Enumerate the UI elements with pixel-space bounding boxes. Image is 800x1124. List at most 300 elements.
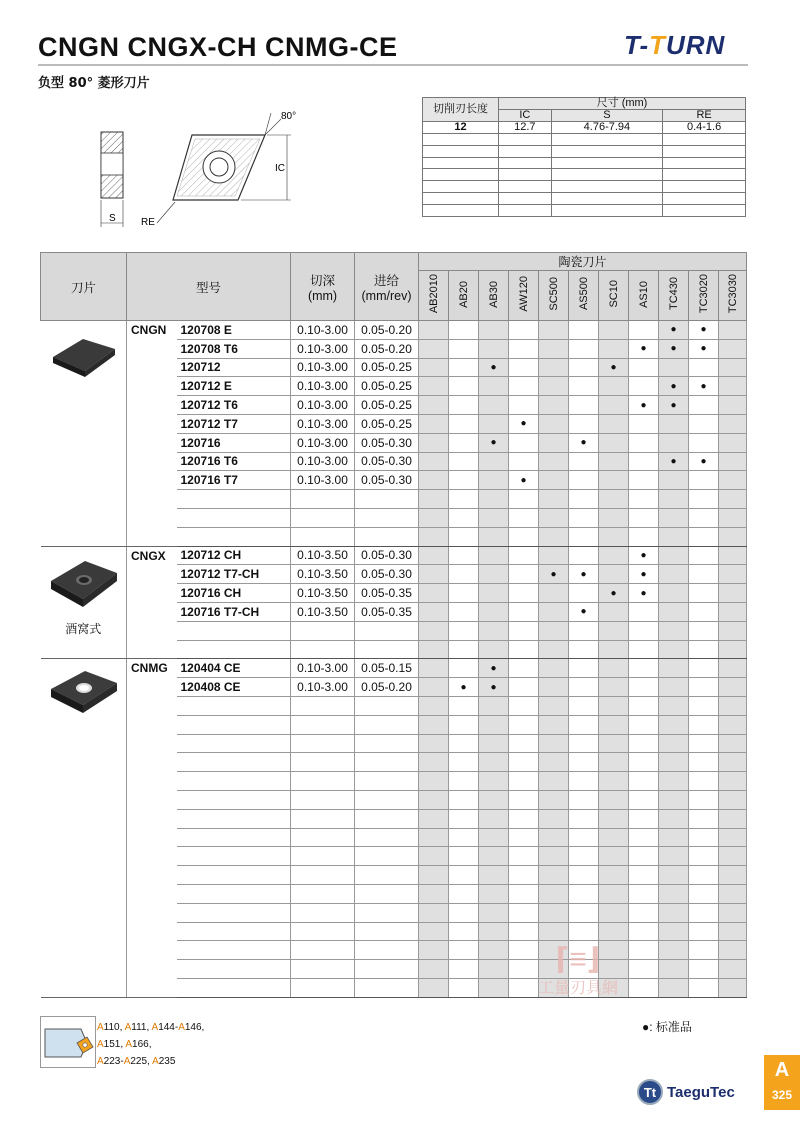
ref-segment: 223- — [103, 1056, 124, 1067]
feed-cell: 0.05-0.35 — [355, 602, 419, 621]
grade-cell — [449, 377, 479, 396]
grade-cell — [629, 903, 659, 922]
grade-cell — [419, 602, 449, 621]
cell-ic: 12.7 — [499, 122, 552, 134]
grade-cell — [629, 321, 659, 340]
grade-cell — [659, 960, 689, 979]
table-row — [41, 321, 747, 340]
grade-cell — [599, 546, 629, 565]
grade-cell — [479, 490, 509, 509]
grade-cell — [569, 321, 599, 340]
grade-cell — [659, 734, 689, 753]
model-cell — [177, 490, 291, 509]
grade-cell — [689, 772, 719, 791]
grade-cell — [449, 358, 479, 377]
depth-cell: 0.10-3.00 — [291, 321, 355, 340]
feed-cell — [355, 640, 419, 659]
grade-cell — [629, 602, 659, 621]
grade-cell — [509, 640, 539, 659]
grade-cell — [659, 527, 689, 546]
grade-cell — [479, 377, 509, 396]
depth-cell — [291, 508, 355, 527]
model-cell: 120712 CH — [177, 546, 291, 565]
grade-cell — [719, 922, 747, 941]
grade-cell — [659, 772, 689, 791]
page-subtitle: 负型 80° 菱形刀片 — [38, 76, 150, 91]
grade-cell — [599, 452, 629, 471]
depth-cell: 0.10-3.50 — [291, 584, 355, 603]
standard-dot-icon: ● — [640, 549, 647, 561]
col-cutting-length: 切削刃长度 — [423, 98, 499, 122]
grade-cell — [599, 565, 629, 584]
grade-cell — [539, 678, 569, 697]
grade-cell — [539, 866, 569, 885]
model-cell: 120404 CE — [177, 659, 291, 678]
cell-s: 4.76-7.94 — [551, 122, 663, 134]
grade-cell — [479, 884, 509, 903]
grade-label: SC500 — [547, 277, 560, 311]
model-cell — [177, 847, 291, 866]
depth-cell — [291, 621, 355, 640]
grade-cell — [569, 584, 599, 603]
model-cell — [177, 508, 291, 527]
col-dimensions: 尺寸 (mm) — [499, 98, 746, 110]
standard-dot-icon: ● — [460, 681, 467, 693]
dimension-table — [422, 97, 746, 217]
grade-cell — [659, 602, 689, 621]
depth-cell: 0.10-3.50 — [291, 546, 355, 565]
grade-cell — [629, 527, 659, 546]
insert-image-cell — [41, 659, 127, 997]
grade-cell — [449, 396, 479, 415]
grade-cell — [449, 471, 479, 490]
ic-label: IC — [275, 163, 285, 174]
grade-cell — [689, 471, 719, 490]
col-insert: 刀片 — [41, 253, 127, 321]
depth-unit: (mm) — [307, 288, 338, 303]
grade-cell — [419, 339, 449, 358]
ref-segment: A — [123, 1056, 131, 1067]
grade-cell — [539, 584, 569, 603]
grade-cell — [689, 809, 719, 828]
feed-cell: 0.05-0.20 — [355, 678, 419, 697]
grade-cell — [629, 790, 659, 809]
feed-cell: 0.05-0.35 — [355, 584, 419, 603]
grade-cell — [479, 696, 509, 715]
grade-label: TC3020 — [697, 274, 710, 314]
grade-cell — [689, 678, 719, 697]
grade-cell — [509, 960, 539, 979]
standard-dot-icon: ● — [490, 662, 497, 674]
feed-cell — [355, 922, 419, 941]
col-s: S — [551, 110, 663, 122]
grade-cell — [629, 866, 659, 885]
grade-cell — [599, 584, 629, 603]
grade-cell — [479, 960, 509, 979]
grade-cell — [719, 471, 747, 490]
standard-dot-icon: ● — [640, 399, 647, 411]
grade-cell — [569, 884, 599, 903]
col-feed — [355, 253, 419, 321]
feed-cell: 0.05-0.25 — [355, 377, 419, 396]
grade-cell — [509, 866, 539, 885]
ref-segment: A — [125, 1039, 133, 1050]
standard-dot-icon: ● — [670, 455, 677, 467]
grade-cell — [569, 490, 599, 509]
grade-cell — [599, 490, 629, 509]
grade-cell — [449, 978, 479, 997]
ref-segment: 110, — [103, 1022, 125, 1033]
grade-cell — [419, 565, 449, 584]
grade-cell — [569, 809, 599, 828]
model-cell: 120716 T7 — [177, 471, 291, 490]
grade-cell — [419, 377, 449, 396]
grade-label: AW120 — [517, 276, 530, 312]
grade-cell — [659, 584, 689, 603]
grade-cell — [449, 903, 479, 922]
grade-header — [569, 271, 599, 321]
grade-header — [479, 271, 509, 321]
grade-cell — [689, 452, 719, 471]
depth-cell — [291, 903, 355, 922]
grade-cell — [599, 621, 629, 640]
model-cell — [177, 941, 291, 960]
cnmg-insert-image — [45, 663, 121, 723]
grade-cell — [509, 621, 539, 640]
grade-cell — [719, 809, 747, 828]
grade-cell — [539, 696, 569, 715]
grade-cell — [569, 734, 599, 753]
grade-cell — [479, 659, 509, 678]
grade-cell — [539, 621, 569, 640]
grade-cell — [719, 527, 747, 546]
standard-dot-icon: ● — [640, 568, 647, 580]
grade-cell — [599, 527, 629, 546]
model-cell: 120712 — [177, 358, 291, 377]
grade-cell — [659, 621, 689, 640]
grade-cell — [569, 452, 599, 471]
grade-cell — [509, 696, 539, 715]
grade-label: AS10 — [637, 280, 650, 308]
grade-cell — [719, 847, 747, 866]
model-cell — [177, 809, 291, 828]
grade-cell — [629, 809, 659, 828]
legend-standard: ●: 标准品 — [642, 1020, 692, 1034]
grade-cell — [509, 565, 539, 584]
depth-label: 切深 — [310, 273, 336, 288]
feed-cell — [355, 941, 419, 960]
depth-cell — [291, 734, 355, 753]
grade-cell — [629, 433, 659, 452]
grade-cell — [689, 621, 719, 640]
grade-cell — [629, 922, 659, 941]
grade-cell — [419, 753, 449, 772]
insert-caption: 酒窝式 — [65, 621, 102, 636]
model-cell — [177, 978, 291, 997]
grade-cell — [569, 546, 599, 565]
grade-cell — [509, 678, 539, 697]
grade-cell — [569, 903, 599, 922]
grade-cell — [479, 715, 509, 734]
grade-cell — [539, 847, 569, 866]
standard-dot-icon: ● — [670, 343, 677, 355]
standard-dot-icon: ● — [610, 587, 617, 599]
feed-cell — [355, 960, 419, 979]
grade-cell — [449, 715, 479, 734]
grade-cell — [479, 790, 509, 809]
grade-cell — [689, 941, 719, 960]
ref-line-1 — [97, 1019, 204, 1036]
grade-cell — [419, 414, 449, 433]
grade-cell — [689, 602, 719, 621]
ref-segment: A — [97, 1039, 104, 1050]
grade-cell — [539, 527, 569, 546]
standard-dot-icon: ● — [490, 361, 497, 373]
grade-cell — [569, 659, 599, 678]
grade-cell — [689, 734, 719, 753]
grade-cell — [419, 734, 449, 753]
model-cell — [177, 715, 291, 734]
grade-cell — [689, 922, 719, 941]
grade-cell — [569, 377, 599, 396]
grade-cell — [659, 396, 689, 415]
grade-header — [509, 271, 539, 321]
col-model: 型号 — [127, 253, 291, 321]
grade-cell — [449, 508, 479, 527]
depth-cell — [291, 941, 355, 960]
grade-cell — [509, 659, 539, 678]
grade-cell — [719, 696, 747, 715]
cngx-insert-image — [45, 551, 121, 615]
feed-cell: 0.05-0.30 — [355, 433, 419, 452]
grade-cell — [719, 584, 747, 603]
grade-cell — [719, 358, 747, 377]
grade-cell — [509, 790, 539, 809]
grade-label: TC430 — [667, 277, 680, 311]
grade-cell — [629, 584, 659, 603]
standard-dot-icon: ● — [490, 681, 497, 693]
grade-cell — [479, 584, 509, 603]
grade-cell — [539, 809, 569, 828]
grade-cell — [599, 809, 629, 828]
grade-cell — [509, 847, 539, 866]
grade-cell — [599, 508, 629, 527]
grade-cell — [599, 339, 629, 358]
feed-unit: (mm/rev) — [361, 288, 412, 303]
grade-cell — [479, 809, 509, 828]
grade-cell — [479, 471, 509, 490]
grade-cell — [659, 941, 689, 960]
grade-cell — [419, 321, 449, 340]
cell-re: 0.4-1.6 — [663, 122, 746, 134]
grade-cell — [659, 884, 689, 903]
grade-cell — [419, 508, 449, 527]
grade-cell — [569, 602, 599, 621]
grade-cell — [419, 809, 449, 828]
grade-cell — [599, 734, 629, 753]
grade-cell — [569, 753, 599, 772]
standard-dot-icon: ● — [670, 380, 677, 392]
ref-segment: 235 — [158, 1056, 176, 1067]
grade-label: TC3030 — [726, 274, 739, 314]
grade-cell — [689, 696, 719, 715]
model-cell: 120712 T6 — [177, 396, 291, 415]
grade-cell — [419, 903, 449, 922]
grade-cell — [569, 527, 599, 546]
grade-cell — [689, 847, 719, 866]
grade-cell — [659, 414, 689, 433]
grade-cell — [419, 621, 449, 640]
grade-cell — [659, 433, 689, 452]
grade-cell — [659, 546, 689, 565]
col-ceramic-grades: 陶瓷刀片 — [419, 253, 747, 271]
feed-label: 进给 — [374, 273, 400, 288]
grade-cell — [659, 790, 689, 809]
grade-cell — [539, 377, 569, 396]
grade-cell — [509, 828, 539, 847]
feed-cell — [355, 847, 419, 866]
grade-label: AB2010 — [427, 274, 440, 314]
feed-cell: 0.05-0.20 — [355, 321, 419, 340]
grade-cell — [689, 884, 719, 903]
grade-cell — [539, 602, 569, 621]
grade-cell — [599, 828, 629, 847]
grade-cell — [509, 903, 539, 922]
grade-cell — [539, 339, 569, 358]
grade-cell — [629, 734, 659, 753]
grade-cell — [599, 414, 629, 433]
feed-cell: 0.05-0.25 — [355, 358, 419, 377]
feed-cell — [355, 884, 419, 903]
grade-header — [629, 271, 659, 321]
grade-cell — [509, 922, 539, 941]
grade-cell — [419, 772, 449, 791]
grade-cell — [719, 978, 747, 997]
grade-cell — [689, 753, 719, 772]
grade-cell — [719, 508, 747, 527]
grade-cell — [419, 433, 449, 452]
model-cell — [177, 903, 291, 922]
reference-thumbnail — [40, 1016, 96, 1068]
grade-cell — [509, 414, 539, 433]
grade-cell — [539, 508, 569, 527]
depth-cell — [291, 978, 355, 997]
grade-cell — [689, 377, 719, 396]
grade-cell — [449, 884, 479, 903]
grade-cell — [419, 546, 449, 565]
grade-cell — [509, 358, 539, 377]
grade-cell — [599, 396, 629, 415]
logo-prefix: T- — [624, 30, 650, 60]
watermark-text: 工量刃具網 — [538, 980, 619, 997]
grade-cell — [629, 828, 659, 847]
grade-cell — [509, 508, 539, 527]
grade-cell — [629, 640, 659, 659]
grade-cell — [629, 565, 659, 584]
grade-cell — [509, 452, 539, 471]
grade-cell — [509, 321, 539, 340]
grade-cell — [479, 753, 509, 772]
grade-header — [449, 271, 479, 321]
section-letter: A — [774, 1059, 790, 1081]
grade-cell — [719, 490, 747, 509]
feed-cell: 0.05-0.30 — [355, 565, 419, 584]
grade-cell — [419, 527, 449, 546]
grade-label: SC10 — [607, 280, 620, 308]
grade-cell — [599, 866, 629, 885]
grade-cell — [479, 358, 509, 377]
feed-cell: 0.05-0.25 — [355, 414, 419, 433]
grade-cell — [449, 772, 479, 791]
s-dimension-label: S — [109, 213, 116, 224]
grade-cell — [419, 884, 449, 903]
depth-cell: 0.10-3.00 — [291, 396, 355, 415]
feed-cell: 0.05-0.30 — [355, 452, 419, 471]
grade-cell — [719, 433, 747, 452]
grade-cell — [449, 640, 479, 659]
grade-cell — [719, 960, 747, 979]
cell-length: 12 — [423, 122, 499, 134]
grade-cell — [689, 546, 719, 565]
model-cell — [177, 696, 291, 715]
col-ic: IC — [499, 110, 552, 122]
grade-cell — [419, 790, 449, 809]
grade-cell — [479, 527, 509, 546]
standard-dot-icon: ● — [610, 361, 617, 373]
model-cell: 120716 T7-CH — [177, 602, 291, 621]
grade-label: AB20 — [457, 280, 470, 308]
col-re: RE — [663, 110, 746, 122]
feed-cell — [355, 734, 419, 753]
grade-cell — [689, 903, 719, 922]
grade-cell — [629, 696, 659, 715]
grade-cell — [449, 922, 479, 941]
grade-cell — [599, 471, 629, 490]
grade-cell — [479, 922, 509, 941]
grade-cell — [629, 358, 659, 377]
grade-cell — [419, 941, 449, 960]
grade-cell — [509, 339, 539, 358]
grade-cell — [539, 433, 569, 452]
feed-cell — [355, 621, 419, 640]
grade-cell — [509, 602, 539, 621]
grade-cell — [509, 734, 539, 753]
grade-cell — [659, 377, 689, 396]
grade-cell — [659, 321, 689, 340]
grade-cell — [659, 490, 689, 509]
taegutec-logo-icon: Tt — [637, 1079, 663, 1105]
grade-cell — [509, 490, 539, 509]
grade-cell — [659, 753, 689, 772]
grade-cell — [569, 565, 599, 584]
grade-cell — [629, 659, 659, 678]
grade-cell — [509, 527, 539, 546]
grade-cell — [449, 584, 479, 603]
grade-cell — [449, 678, 479, 697]
grade-cell — [419, 659, 449, 678]
depth-cell: 0.10-3.00 — [291, 678, 355, 697]
grade-cell — [419, 471, 449, 490]
grade-cell — [569, 678, 599, 697]
model-cell: 120708 E — [177, 321, 291, 340]
series-name: CNGN — [127, 321, 177, 547]
depth-cell — [291, 640, 355, 659]
grade-cell — [689, 414, 719, 433]
depth-cell: 0.10-3.00 — [291, 377, 355, 396]
depth-cell — [291, 527, 355, 546]
depth-cell: 0.10-3.00 — [291, 659, 355, 678]
grade-cell — [629, 960, 659, 979]
